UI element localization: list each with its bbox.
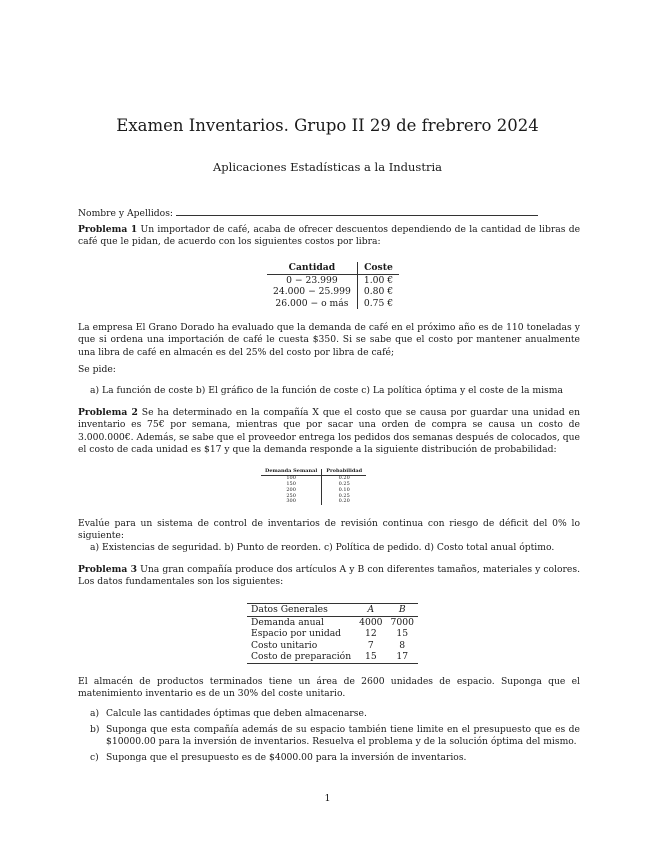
table-cell: 250 — [261, 494, 322, 500]
table-row — [247, 651, 418, 663]
table-cell: 7 — [367, 639, 374, 651]
exam-subtitle: Aplicaciones Estadísticas a la Industria — [213, 160, 442, 174]
table-cell: Espacio por unidad — [251, 628, 342, 639]
table-row — [247, 616, 418, 628]
table-cell: Costo unitario — [251, 639, 318, 651]
table-header: B — [387, 604, 418, 617]
table-cell: 8 — [399, 639, 406, 651]
problem-3-table — [247, 603, 418, 664]
table-cell: Costo de preparación — [247, 651, 355, 663]
problem-3-intro-text: Una gran compañía produce dos artículos A y B con diferentes tamaños, materiales y colores. Los datos fundamentales son los siguientes: — [78, 564, 580, 588]
table-cell: 26.000 − o más — [267, 298, 357, 310]
table-cell: 0.20 — [338, 498, 350, 505]
table-row — [247, 640, 418, 652]
list-item-text: Suponga que el presupuesto es de $4000.00 para la inversión de inventarios. — [106, 752, 467, 763]
table-cell: 15 — [396, 628, 409, 639]
table-header: A — [355, 604, 386, 617]
problem-1-label: Problema 1 — [78, 224, 138, 235]
table-cell: 0.80 € — [363, 286, 394, 297]
name-field-row — [78, 206, 580, 220]
problem-1-se-pide: Se pide: — [78, 364, 116, 375]
problem-2-label: Problema 2 — [78, 407, 138, 418]
table-row — [267, 286, 399, 298]
table-cell: 4000 — [359, 616, 383, 628]
table-cell: 0.25 — [338, 481, 350, 488]
problem-3-intro — [78, 564, 580, 589]
table-cell: Demanda anual — [251, 616, 324, 628]
problem-2-intro — [78, 407, 580, 457]
problem-2-table — [261, 469, 366, 505]
table-row — [247, 628, 418, 640]
problem-2-text: Evalúe para un sistema de control de inventarios de revisión continua con riesgo de déficit del 0% lo siguiente: — [78, 518, 580, 542]
problem-2-items: a) Existencias de seguridad. b) Punto de reorden. c) Política de pedido. d) Costo total anual óptimo. — [90, 542, 555, 553]
table-header: Probabilidad — [322, 469, 366, 476]
table-cell: 1.00 € — [363, 274, 394, 286]
table-row — [267, 298, 399, 310]
table-cell: 7000 — [390, 616, 414, 628]
problem-1-intro-text: Un importador de café, acaba de ofrecer descuentos dependiendo de la cantidad de libras de café que le pidan, de acuerdo con los siguientes costos por libra: — [78, 224, 581, 248]
problem-2-intro-text: Se ha determinado en la compañía X que el costo que se causa por guardar una unidad en inventario es 75€ por semana, mientras que por sacar una orden de compra se causa un costo de 3.000.000€. Además, se sabe que el proveedor entrega los pedidos dos semanas después de colocados, que el costo de cada unidad es $17 y que la demanda responde a la siguiente distribución de probabilidad: — [78, 407, 581, 456]
problem-3-label: Problema 3 — [78, 564, 138, 575]
name-blank-line — [176, 206, 538, 216]
problem-3-text: El almacén de productos terminados tiene un área de 2600 unidades de espacio. Suponga que el matenimiento inventario es de un 30% del coste unitario. — [78, 676, 580, 700]
problem-1-text: La empresa El Grano Dorado ha evaluado que la demanda de café en el próximo año es de 110 toneladas y que si ordena una importación de café le cuesta $350. Si se sabe que el costo por mantener anualmente una libra de café en almacén es del 25% del costo por libra de café; — [78, 322, 580, 358]
list-item-text: Suponga que esta compañía además de su espacio también tiene limite en el presupuesto que es de $10000.00 para la inversión de inventarios. Resuelva el problema y de la solución óptima del mismo. — [106, 724, 580, 748]
table-cell: 300 — [261, 499, 322, 505]
problem-1-intro — [78, 224, 580, 249]
table-cell: 17 — [387, 651, 418, 663]
table-cell: 0.25 — [338, 492, 350, 499]
table-cell: 200 — [261, 488, 322, 494]
table-cell: 0.10 — [338, 486, 350, 493]
problem-1-items: a) La función de coste b) El gráfico de la función de coste c) La política óptima y el coste de la misma — [90, 385, 563, 396]
table-cell: 150 — [261, 482, 322, 488]
table-cell: 100 — [261, 476, 322, 482]
problem-1-table — [267, 262, 399, 309]
table-header: Demanda Semanal — [261, 469, 322, 476]
problem-3-item-a — [90, 708, 580, 720]
table-cell: 15 — [355, 651, 386, 663]
problem-3-item-b — [90, 724, 580, 749]
table-cell: 0.75 € — [363, 297, 394, 309]
table-header: Coste — [357, 262, 399, 274]
list-item-text: Calcule las cantidades óptimas que deben almacenarse. — [106, 708, 367, 719]
list-marker: b) — [90, 724, 100, 735]
name-label: Nombre y Apellidos: — [78, 208, 174, 219]
table-row — [261, 499, 366, 505]
table-cell: 0.20 — [338, 475, 350, 482]
list-marker: c) — [90, 752, 99, 763]
table-cell: 24.000 − 25.999 — [267, 286, 357, 298]
page-number: 1 — [324, 793, 331, 804]
table-row — [267, 274, 399, 286]
table-cell: 0 − 23.999 — [267, 274, 357, 286]
problem-3-item-c — [90, 752, 580, 764]
table-cell: 12 — [364, 628, 377, 639]
table-header: Cantidad — [267, 262, 357, 274]
exam-title: Examen Inventarios. Grupo II 29 de frebrero 2024 — [116, 116, 539, 135]
table-header: Datos Generales — [247, 604, 355, 617]
list-marker: a) — [90, 708, 100, 719]
